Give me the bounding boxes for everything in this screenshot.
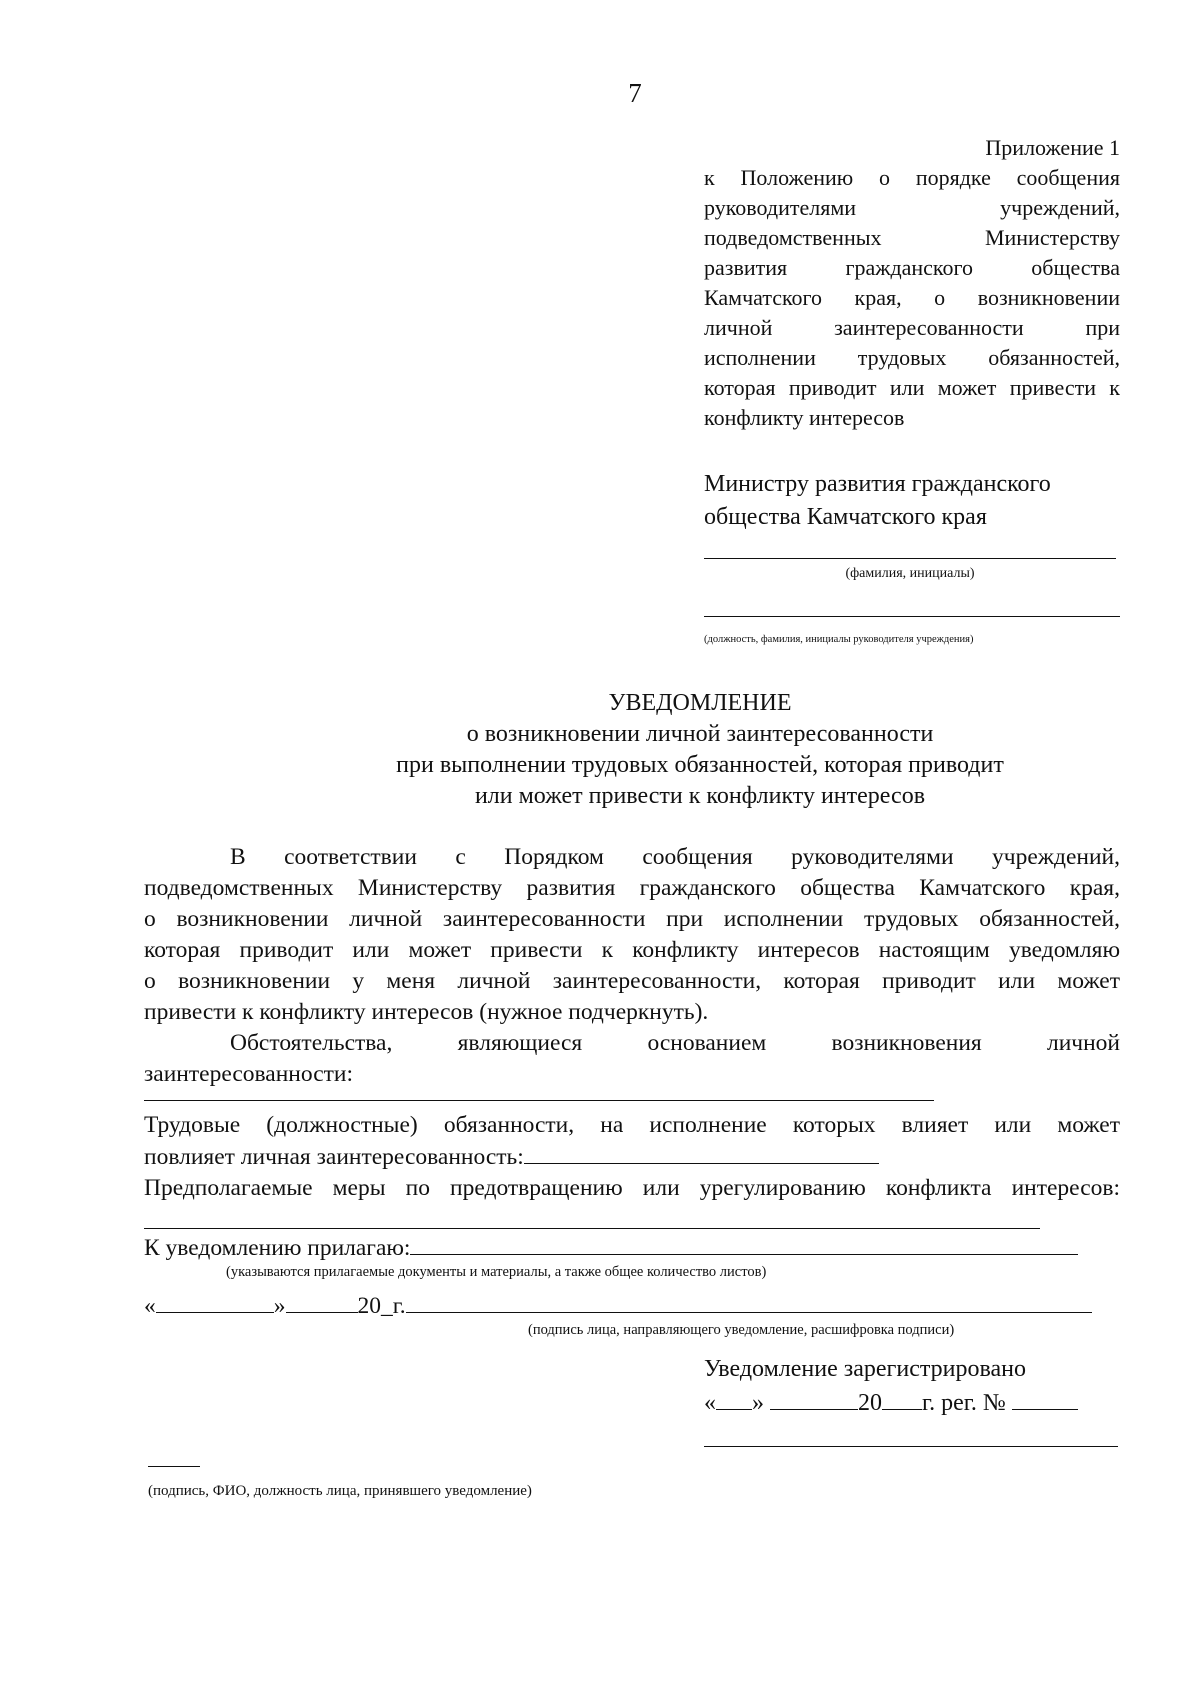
annex-line: руководителями учреждений, [704,195,1120,220]
measures-field[interactable] [144,1228,1040,1229]
attachments-line [144,1232,1120,1263]
date-month-field[interactable] [286,1290,358,1313]
page-number: 7 [628,78,642,108]
registration-title: Уведомление зарегистрировано [704,1356,1026,1382]
short-line [148,1466,200,1467]
paragraph-line: Обстоятельства, являющиеся основанием возникновения личной [230,1030,1120,1056]
notice-title [140,688,1200,812]
signature-field[interactable] [406,1290,1092,1313]
caption-position: (должность, фамилия, инициалы руководителя учреждения) [704,634,974,645]
caption-name: (фамилия, инициалы) [845,566,975,581]
annex-line: личной заинтересованности при [704,315,1120,340]
attachments-label: К уведомлению прилагаю: [144,1235,411,1261]
paragraph-duties [144,1110,1120,1204]
reg-month-field[interactable] [770,1387,858,1410]
registration-block [704,1352,1124,1420]
reg-year-field[interactable] [882,1387,922,1410]
date-day-field[interactable] [156,1290,274,1313]
paragraph-line: привести к конфликту интересов (нужное подчеркнуть). [144,999,709,1025]
registration-line [704,1386,1124,1420]
paragraph-line: Предполагаемые меры по предотвращению или урегулированию конфликта интересов: [144,1175,1120,1201]
paragraph-intro [144,842,1120,1090]
annex-line: исполнении трудовых обязанностей, [704,345,1120,370]
paragraph-line [144,1141,1120,1173]
reg-quote-close: » [752,1390,764,1416]
attachments-field[interactable] [410,1232,1078,1255]
addressee-line: общества Камчатского края [704,504,987,530]
annex-line: развития гражданского общества [704,255,1120,280]
addressee-line: Министру развития гражданского [704,471,1051,497]
paragraph-line: В соответствии с Порядком сообщения руководителями учреждений, [230,844,1120,870]
paragraph-line: которая приводит или может привести к конфликту интересов настоящим уведомляю [144,937,1120,963]
notice-heading: УВЕДОМЛЕНИЕ [608,690,792,716]
reg-quote-open: « [704,1390,716,1416]
notice-subtitle: о возникновении личной заинтересованности [466,721,934,747]
date-signature-line [144,1290,1120,1321]
notice-subtitle: или может привести к конфликту интересов [474,783,926,809]
paragraph-line: подведомственных Министерству развития гражданского общества Камчатского края, [144,875,1120,901]
annex-line: конфликту интересов [704,405,905,430]
annex-title: Приложение 1 [985,135,1120,160]
duties-label: повлияет личная заинтересованность: [144,1144,524,1170]
date-year: 20_г. [357,1293,406,1319]
date-quote-open: « [144,1293,156,1319]
recipient-name-field[interactable] [704,558,1116,559]
annex-line: Камчатского края, о возникновении [704,285,1120,310]
annex-block [704,133,1120,433]
duties-field[interactable] [524,1141,879,1164]
sender-position-field[interactable] [704,616,1120,617]
reg-year-suffix: г. рег. № [922,1390,1006,1416]
annex-line: к Положению о порядке сообщения [704,165,1120,190]
reg-day-field[interactable] [716,1387,752,1410]
annex-line: которая приводит или может привести к [704,375,1120,400]
addressee-block [704,468,1124,534]
annex-line: подведомственных Министерству [704,225,1120,250]
paragraph-line: заинтересованности: [144,1061,354,1087]
paragraph-line: Трудовые (должностные) обязанности, на исполнение которых влияет или может [144,1112,1120,1138]
paragraph-line: о возникновении личной заинтересованности при исполнении трудовых обязанностей, [144,906,1120,932]
notice-subtitle: при выполнении трудовых обязанностей, которая приводит [396,752,1004,778]
registrar-signature-field[interactable] [704,1446,1118,1447]
signature-caption: (подпись лица, направляющего уведомление, расшифровка подписи) [528,1322,955,1338]
attachments-caption: (указываются прилагаемые документы и материалы, а также общее количество листов) [226,1264,767,1280]
reg-number-field[interactable] [1012,1387,1078,1410]
date-quote-close: » [273,1293,286,1319]
circumstances-field[interactable] [144,1100,934,1101]
paragraph-line: о возникновении у меня личной заинтересованности, которая приводит или может [144,968,1120,994]
registrar-caption: (подпись, ФИО, должность лица, принявшего уведомление) [148,1483,532,1499]
reg-year-prefix: 20 [858,1390,882,1416]
